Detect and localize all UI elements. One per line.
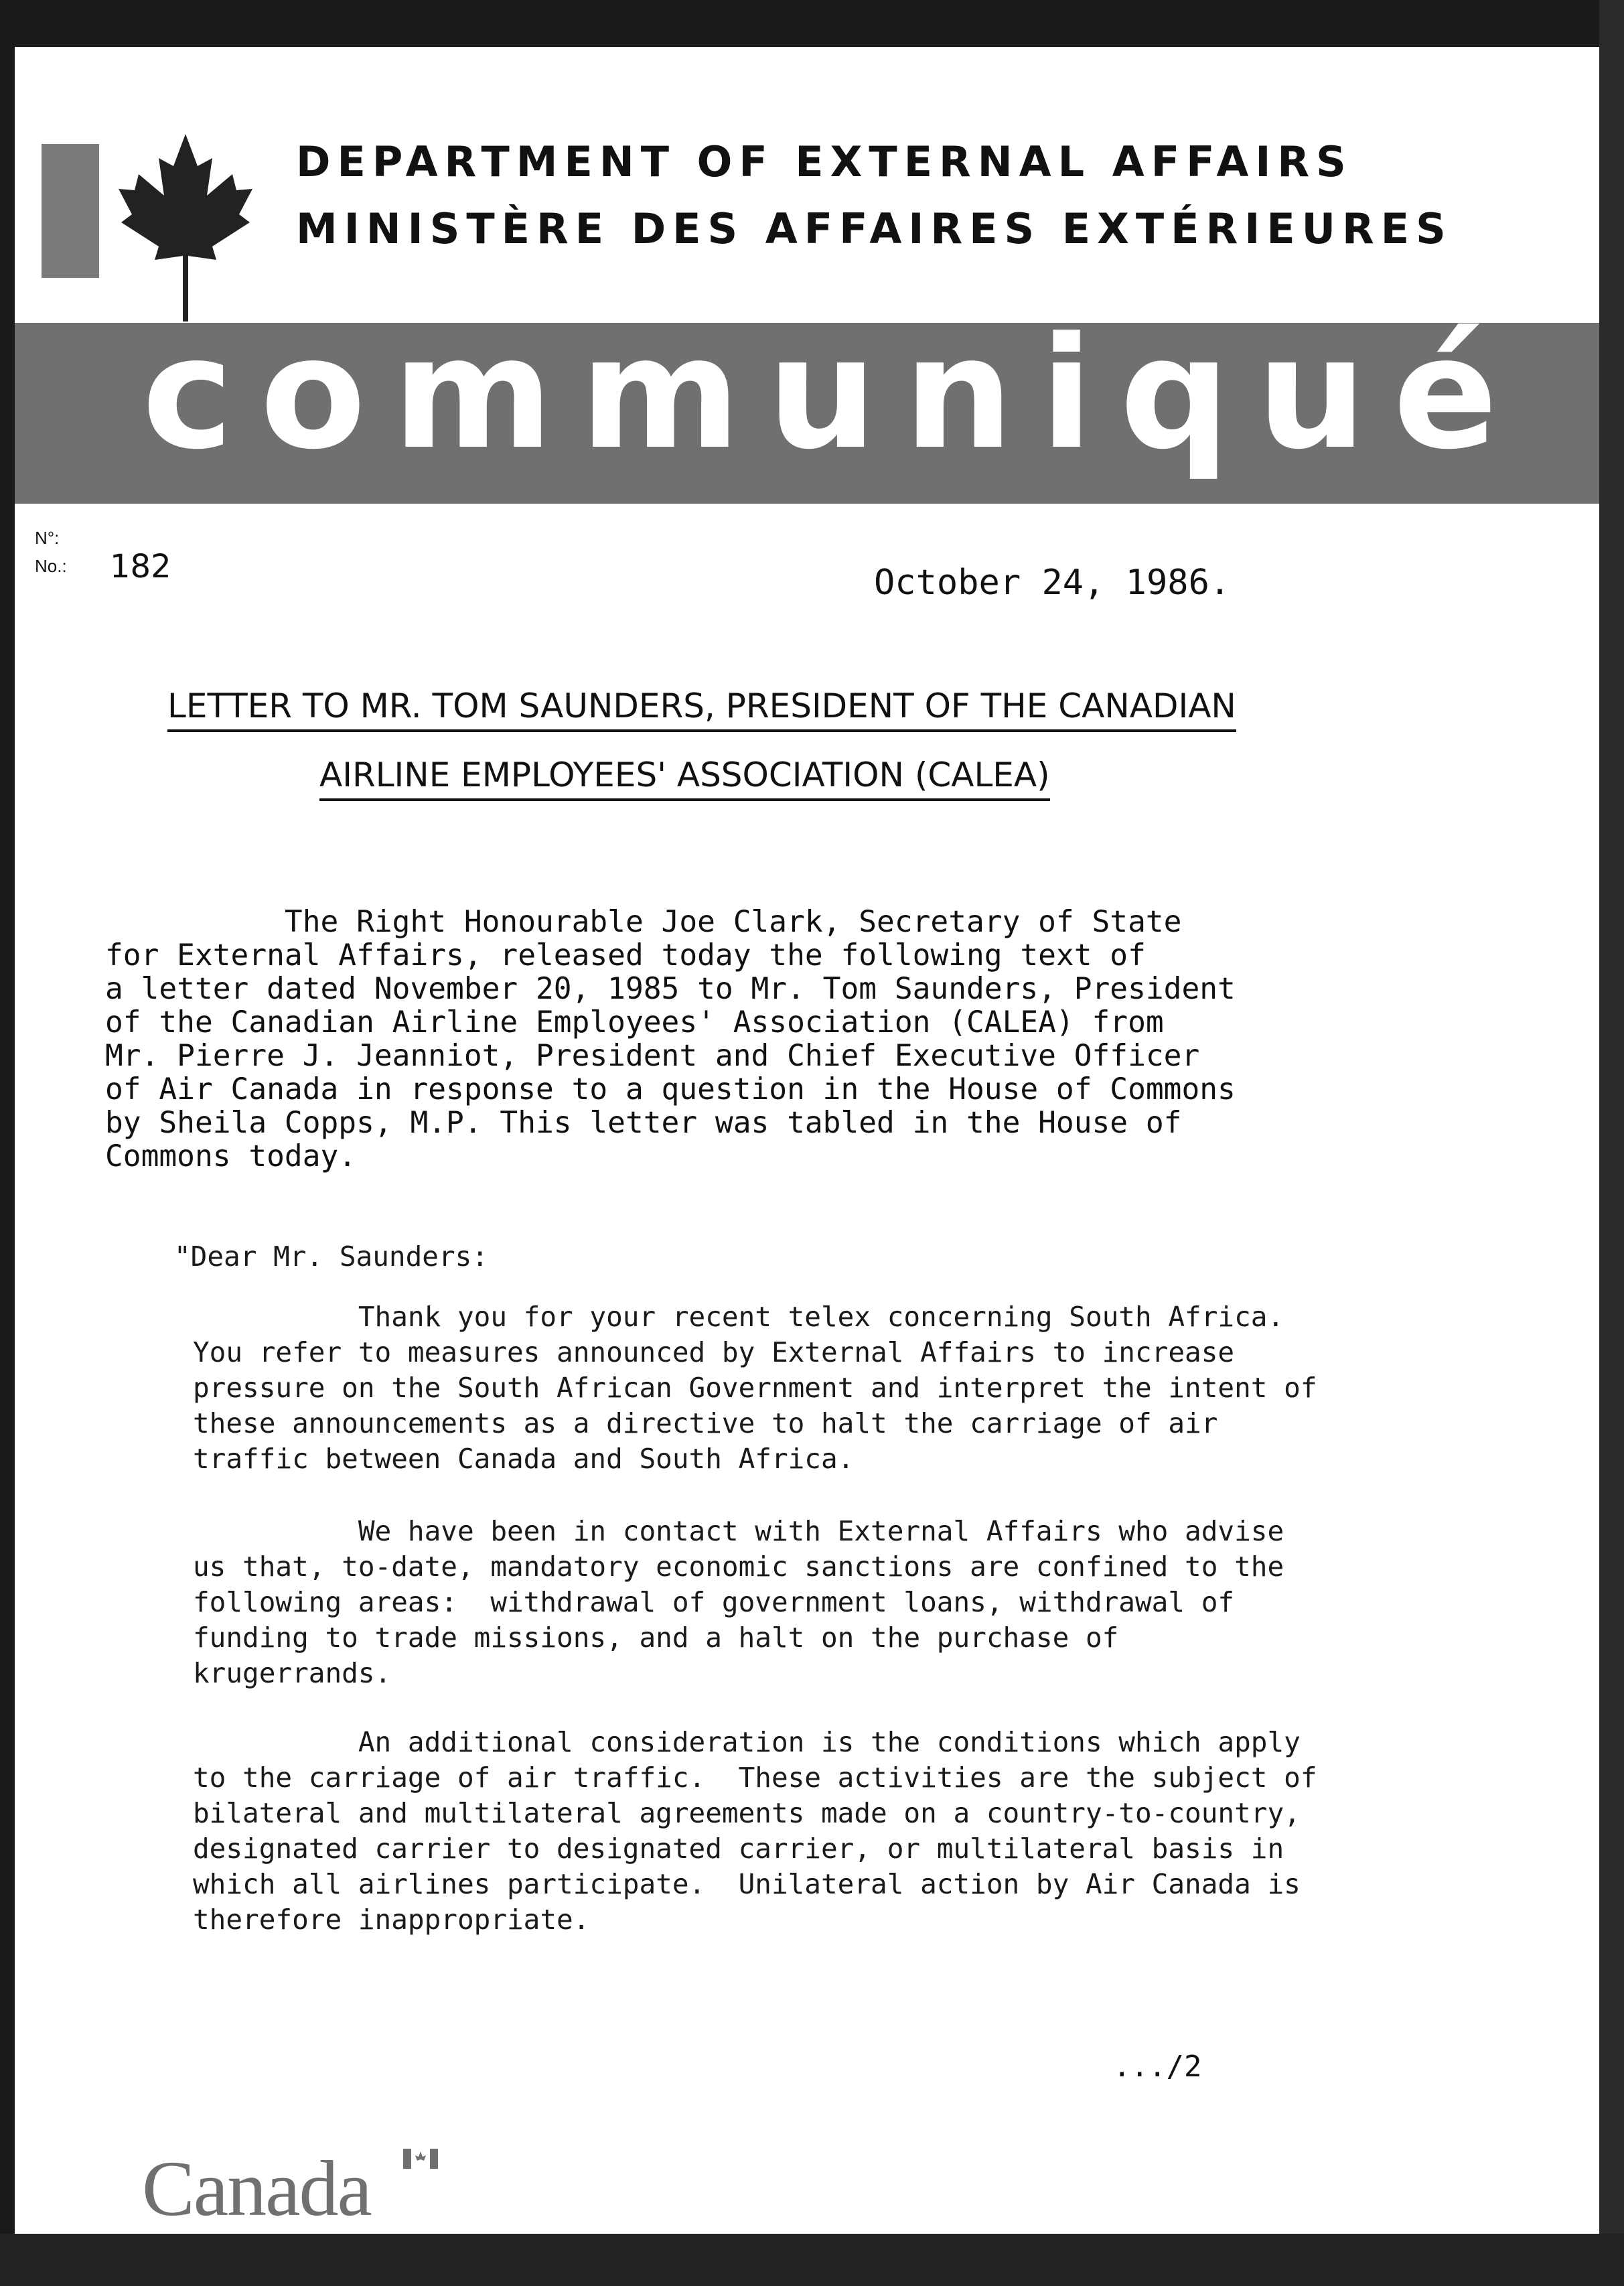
title-line-1: LETTER TO MR. TOM SAUNDERS, PRESIDENT OF THE CANADIAN (167, 687, 1236, 732)
department-name-fr: MINISTÈRE DES AFFAIRES EXTÉRIEURES (296, 204, 1453, 253)
maple-leaf-icon (119, 134, 252, 322)
letter-paragraph-2: We have been in contact with External Affairs who advise us that, to-date, mandatory economic sanctions are confined to the following areas: withdrawal of government loans, withdrawal of funding to trade missions, and a halt on the purchase of krugerrands. (193, 1515, 1284, 1689)
canada-flag-icon (403, 2149, 438, 2169)
scan-edge-right (1599, 0, 1624, 2286)
document-page (15, 47, 1599, 2234)
department-name-en: DEPARTMENT OF EXTERNAL AFFAIRS (296, 137, 1353, 186)
banner-title: communiqué (142, 305, 1525, 484)
letter-paragraph-1: Thank you for your recent telex concerning South Africa. You refer to measures announced by External Affairs to increase pressure on the South African Government and interpret the intent of these announcements as a directive to halt the carriage of air traffic between Canada and South Africa. (193, 1301, 1317, 1475)
continuation-mark: .../2 (1113, 2050, 1202, 2084)
title-line-2: AIRLINE EMPLOYEES' ASSOCIATION (CALEA) (319, 756, 1050, 801)
letter-paragraph-3: An additional consideration is the conditions which apply to the carriage of air traffic. These activities are the subject of bilateral and multilateral agreements made on a country-to-country, designated carrier to designated carrier, or multilateral basis in which all airlines participate. Unilateral action by Air Canada is therefore inappropriate. (193, 1726, 1317, 1936)
header-side-bar (42, 144, 99, 278)
number-label-fr: N°: (35, 528, 60, 548)
letter-salutation: "Dear Mr. Saunders: (174, 1240, 488, 1273)
communique-banner (15, 305, 1599, 504)
communique-number: 182 (110, 548, 171, 585)
intro-paragraph: The Right Honourable Joe Clark, Secretary of State for External Affairs, released today the following text of a letter dated November 20, 1985 to Mr. Tom Saunders, President of the Canadian Airline Employees' Association (CALEA) from Mr. Pierre J. Jeanniot, President and Chief Executive Officer of Air Canada in response to a question in the House of Commons by Sheila Copps, M.P. This letter was tabled in the House of Commons today. (105, 905, 1236, 1173)
canada-wordmark: Canada (142, 2145, 371, 2232)
number-label-en: No.: (35, 556, 67, 576)
scan-edge-bottom (0, 2234, 1624, 2286)
communique-date: October 24, 1986. (874, 563, 1231, 603)
